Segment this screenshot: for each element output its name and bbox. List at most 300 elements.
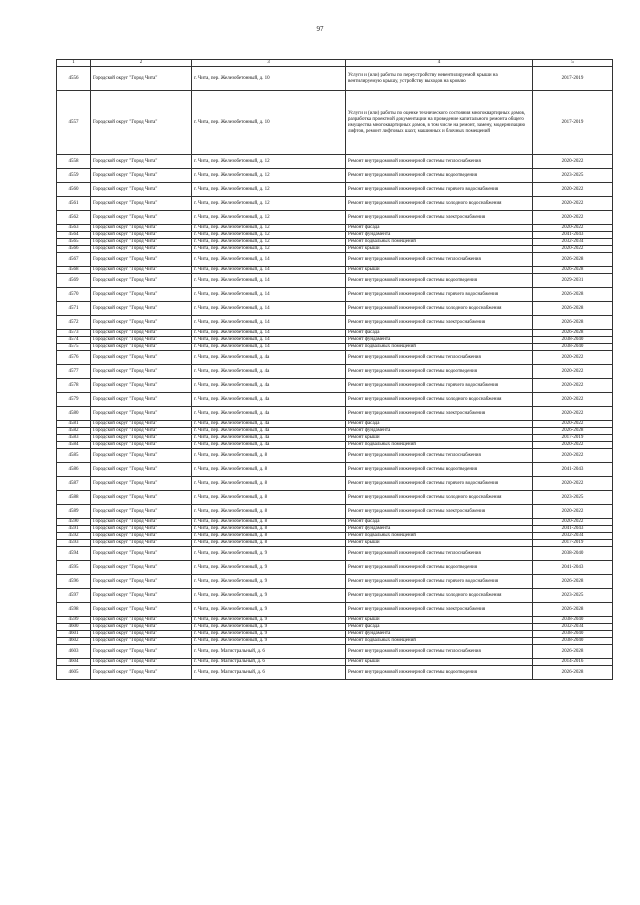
work-type-cell: Ремонт внутридомовой инженерной системы холодного водоснабжения <box>346 302 533 316</box>
period-cell: 2020-2022 <box>533 519 613 526</box>
table-row <box>57 169 613 183</box>
row-number: 4604 <box>57 659 91 666</box>
address-cell: г. Чита, пер. Железобетонный, д. 14 <box>192 302 346 316</box>
period-cell: 2020-2022 <box>533 442 613 449</box>
address-cell: г. Чита, пер. Железобетонный, д. 4а <box>192 421 346 428</box>
table-row <box>57 225 613 232</box>
district-cell: Городской округ "Город Чита" <box>91 379 192 393</box>
work-type-cell: Ремонт внутридомовой инженерной системы холодного водоснабжения <box>346 589 533 603</box>
row-number: 4569 <box>57 274 91 288</box>
district-cell: Городской округ "Город Чита" <box>91 645 192 659</box>
address-cell: г. Чита, пер. Железобетонный, д. 12 <box>192 239 346 246</box>
district-cell: Городской округ "Город Чита" <box>91 407 192 421</box>
district-cell: Городской округ "Город Чита" <box>91 428 192 435</box>
district-cell: Городской округ "Город Чита" <box>91 617 192 624</box>
work-type-cell: Ремонт внутридомовой инженерной системы холодного водоснабжения <box>346 393 533 407</box>
row-number: 4568 <box>57 267 91 274</box>
work-type-cell: Ремонт фундамента <box>346 526 533 533</box>
row-number: 4571 <box>57 302 91 316</box>
district-cell: Городской округ "Город Чита" <box>91 197 192 211</box>
period-cell: 2038-2040 <box>533 547 613 561</box>
work-type-cell: Ремонт фундамента <box>346 631 533 638</box>
table-row <box>57 302 613 316</box>
row-number: 4563 <box>57 225 91 232</box>
row-number: 4586 <box>57 463 91 477</box>
period-cell: 2038-2040 <box>533 337 613 344</box>
table-body <box>57 60 613 680</box>
address-cell: г. Чита, пер. Железобетонный, д. 4а <box>192 435 346 442</box>
work-type-cell: Ремонт внутридомовой инженерной системы электроснабжения <box>346 603 533 617</box>
address-cell: г. Чита, пер. Железобетонный, д. 14 <box>192 337 346 344</box>
address-cell: г. Чита, пер. Железобетонный, д. 8 <box>192 533 346 540</box>
period-cell: 2026-2028 <box>533 428 613 435</box>
table-header-row <box>57 60 613 67</box>
address-cell: г. Чита, пер. Железобетонный, д. 12 <box>192 169 346 183</box>
period-cell: 2026-2028 <box>533 603 613 617</box>
work-type-cell: Ремонт подвальных помещений <box>346 442 533 449</box>
work-type-cell: Ремонт фасада <box>346 624 533 631</box>
row-number: 4577 <box>57 365 91 379</box>
district-cell: Городской округ "Город Чита" <box>91 351 192 365</box>
row-number: 4580 <box>57 407 91 421</box>
row-number: 4561 <box>57 197 91 211</box>
table-row <box>57 561 613 575</box>
table-row <box>57 617 613 624</box>
period-cell: 2017-2019 <box>533 540 613 547</box>
table-row <box>57 603 613 617</box>
table-row <box>57 239 613 246</box>
row-number: 4603 <box>57 645 91 659</box>
period-cell: 2020-2022 <box>533 505 613 519</box>
row-number: 4556 <box>57 67 91 91</box>
district-cell: Городской округ "Город Чита" <box>91 547 192 561</box>
work-type-cell: Ремонт внутридомовой инженерной системы электроснабжения <box>346 407 533 421</box>
district-cell: Городской округ "Город Чита" <box>91 631 192 638</box>
district-cell: Городской округ "Город Чита" <box>91 183 192 197</box>
address-cell: г. Чита, пер. Железобетонный, д. 12 <box>192 183 346 197</box>
row-number: 4579 <box>57 393 91 407</box>
work-type-cell: Ремонт внутридомовой инженерной системы электроснабжения <box>346 316 533 330</box>
period-cell: 2020-2022 <box>533 183 613 197</box>
period-cell: 2020-2022 <box>533 407 613 421</box>
address-cell: г. Чита, пер. Железобетонный, д. 4а <box>192 351 346 365</box>
district-cell: Городской округ "Город Чита" <box>91 330 192 337</box>
period-cell: 2020-2022 <box>533 197 613 211</box>
work-type-cell: Ремонт фундамента <box>346 337 533 344</box>
work-type-cell: Ремонт фундамента <box>346 232 533 239</box>
address-cell: г. Чита, пер. Железобетонный, д. 9 <box>192 603 346 617</box>
work-type-cell: Ремонт внутридомовой инженерной системы горячего водоснабжения <box>346 183 533 197</box>
address-cell: г. Чита, пер. Железобетонный, д. 14 <box>192 267 346 274</box>
row-number: 4582 <box>57 428 91 435</box>
district-cell: Городской округ "Город Чита" <box>91 533 192 540</box>
work-type-cell: Ремонт внутридомовой инженерной системы водоотведения <box>346 169 533 183</box>
table-row <box>57 435 613 442</box>
period-cell: 2020-2022 <box>533 155 613 169</box>
work-type-cell: Ремонт внутридомовой инженерной системы водоотведения <box>346 365 533 379</box>
table-row <box>57 421 613 428</box>
period-cell: 2020-2022 <box>533 449 613 463</box>
period-cell: 2038-2040 <box>533 631 613 638</box>
table-row <box>57 449 613 463</box>
table-row <box>57 274 613 288</box>
district-cell: Городской округ "Город Чита" <box>91 638 192 645</box>
table-row <box>57 351 613 365</box>
work-type-cell: Услуги и (или) работы по оценке технического состояния многоквартирных домов, разработка проектной документации на проведение капитального ремонта общего имущества многоквартирных домов, в том числе на ремонт, замену, модернизацию лифтов, ремонт лифтовых шахт, машинных и блочных помещений <box>346 91 533 155</box>
header-col-4: 4 <box>346 60 533 67</box>
address-cell: г. Чита, пер. Железобетонный, д. 12 <box>192 246 346 253</box>
work-type-cell: Ремонт крыши <box>346 540 533 547</box>
district-cell: Городской округ "Город Чита" <box>91 344 192 351</box>
address-cell: г. Чита, пер. Железобетонный, д. 9 <box>192 547 346 561</box>
address-cell: г. Чита, пер. Железобетонный, д. 8 <box>192 477 346 491</box>
period-cell: 2020-2022 <box>533 477 613 491</box>
row-number: 4558 <box>57 155 91 169</box>
table-row <box>57 659 613 666</box>
district-cell: Городской округ "Город Чита" <box>91 211 192 225</box>
row-number: 4575 <box>57 344 91 351</box>
address-cell: г. Чита, пер. Железобетонный, д. 14 <box>192 288 346 302</box>
table-row <box>57 491 613 505</box>
district-cell: Городской округ "Город Чита" <box>91 253 192 267</box>
district-cell: Городской округ "Город Чита" <box>91 624 192 631</box>
table-row <box>57 197 613 211</box>
table-row <box>57 365 613 379</box>
address-cell: г. Чита, пер. Железобетонный, д. 10 <box>192 91 346 155</box>
row-number: 4601 <box>57 631 91 638</box>
table-row <box>57 344 613 351</box>
district-cell: Городской округ "Город Чита" <box>91 477 192 491</box>
work-type-cell: Ремонт внутридомовой инженерной системы теплоснабжения <box>346 449 533 463</box>
period-cell: 2026-2028 <box>533 302 613 316</box>
work-type-cell: Ремонт крыши <box>346 617 533 624</box>
work-type-cell: Ремонт подвальных помещений <box>346 533 533 540</box>
work-type-cell: Ремонт внутридомовой инженерной системы теплоснабжения <box>346 253 533 267</box>
work-type-cell: Ремонт фасада <box>346 519 533 526</box>
period-cell: 2026-2028 <box>533 267 613 274</box>
row-number: 4557 <box>57 91 91 155</box>
period-cell: 2020-2022 <box>533 246 613 253</box>
work-type-cell: Ремонт подвальных помещений <box>346 344 533 351</box>
table-row <box>57 211 613 225</box>
work-type-cell: Ремонт крыши <box>346 267 533 274</box>
table-row <box>57 442 613 449</box>
row-number: 4559 <box>57 169 91 183</box>
district-cell: Городской округ "Город Чита" <box>91 169 192 183</box>
period-cell: 2017-2019 <box>533 91 613 155</box>
district-cell: Городской округ "Город Чита" <box>91 246 192 253</box>
row-number: 4578 <box>57 379 91 393</box>
address-cell: г. Чита, пер. Магистральный, д. 6 <box>192 666 346 680</box>
row-number: 4587 <box>57 477 91 491</box>
table-row <box>57 589 613 603</box>
period-cell: 2029-2031 <box>533 274 613 288</box>
period-cell: 2020-2022 <box>533 379 613 393</box>
table-row <box>57 330 613 337</box>
row-number: 4573 <box>57 330 91 337</box>
address-cell: г. Чита, пер. Железобетонный, д. 8 <box>192 505 346 519</box>
row-number: 4605 <box>57 666 91 680</box>
table-row <box>57 393 613 407</box>
period-cell: 2017-2019 <box>533 67 613 91</box>
district-cell: Городской округ "Город Чита" <box>91 505 192 519</box>
work-type-cell: Ремонт фундамента <box>346 428 533 435</box>
district-cell: Городской округ "Город Чита" <box>91 225 192 232</box>
period-cell: 2023-2025 <box>533 169 613 183</box>
row-number: 4566 <box>57 246 91 253</box>
table-row <box>57 316 613 330</box>
work-type-cell: Ремонт фасада <box>346 330 533 337</box>
address-cell: г. Чита, пер. Железобетонный, д. 12 <box>192 211 346 225</box>
address-cell: г. Чита, пер. Железобетонный, д. 8 <box>192 540 346 547</box>
header-col-2: 2 <box>91 60 192 67</box>
address-cell: г. Чита, пер. Железобетонный, д. 8 <box>192 526 346 533</box>
district-cell: Городской округ "Город Чита" <box>91 365 192 379</box>
address-cell: г. Чита, пер. Железобетонный, д. 8 <box>192 449 346 463</box>
address-cell: г. Чита, пер. Железобетонный, д. 4а <box>192 442 346 449</box>
district-cell: Городской округ "Город Чита" <box>91 155 192 169</box>
table-row <box>57 526 613 533</box>
row-number: 4597 <box>57 589 91 603</box>
period-cell: 2032-2034 <box>533 533 613 540</box>
period-cell: 2020-2022 <box>533 225 613 232</box>
row-number: 4590 <box>57 519 91 526</box>
district-cell: Городской округ "Город Чита" <box>91 239 192 246</box>
district-cell: Городской округ "Город Чита" <box>91 666 192 680</box>
district-cell: Городской округ "Город Чита" <box>91 463 192 477</box>
row-number: 4583 <box>57 435 91 442</box>
row-number: 4567 <box>57 253 91 267</box>
table-row <box>57 379 613 393</box>
district-cell: Городской округ "Город Чита" <box>91 659 192 666</box>
row-number: 4564 <box>57 232 91 239</box>
table-row <box>57 183 613 197</box>
period-cell: 2041-2043 <box>533 463 613 477</box>
district-cell: Городской округ "Город Чита" <box>91 302 192 316</box>
work-type-cell: Ремонт внутридомовой инженерной системы горячего водоснабжения <box>346 288 533 302</box>
address-cell: г. Чита, пер. Железобетонный, д. 4а <box>192 393 346 407</box>
capital-repair-table <box>56 59 613 680</box>
table-row <box>57 533 613 540</box>
row-number: 4595 <box>57 561 91 575</box>
period-cell: 2023-2025 <box>533 491 613 505</box>
row-number: 4574 <box>57 337 91 344</box>
table-row <box>57 631 613 638</box>
work-type-cell: Ремонт внутридомовой инженерной системы водоотведения <box>346 463 533 477</box>
work-type-cell: Ремонт внутридомовой инженерной системы теплоснабжения <box>346 155 533 169</box>
district-cell: Городской округ "Город Чита" <box>91 540 192 547</box>
work-type-cell: Ремонт подвальных помещений <box>346 239 533 246</box>
district-cell: Городской округ "Город Чита" <box>91 91 192 155</box>
work-type-cell: Ремонт внутридомовой инженерной системы водоотведения <box>346 561 533 575</box>
row-number: 4572 <box>57 316 91 330</box>
address-cell: г. Чита, пер. Железобетонный, д. 12 <box>192 225 346 232</box>
address-cell: г. Чита, пер. Железобетонный, д. 9 <box>192 589 346 603</box>
period-cell: 2020-2022 <box>533 351 613 365</box>
district-cell: Городской округ "Город Чита" <box>91 232 192 239</box>
table-row <box>57 505 613 519</box>
period-cell: 2041-2043 <box>533 526 613 533</box>
address-cell: г. Чита, пер. Железобетонный, д. 9 <box>192 575 346 589</box>
work-type-cell: Ремонт крыши <box>346 435 533 442</box>
table-row <box>57 232 613 239</box>
period-cell: 2026-2028 <box>533 666 613 680</box>
period-cell: 2026-2028 <box>533 316 613 330</box>
address-cell: г. Чита, пер. Железобетонный, д. 12 <box>192 155 346 169</box>
work-type-cell: Ремонт фасада <box>346 225 533 232</box>
period-cell: 2038-2040 <box>533 617 613 624</box>
period-cell: 2041-2043 <box>533 561 613 575</box>
address-cell: г. Чита, пер. Железобетонный, д. 8 <box>192 519 346 526</box>
period-cell: 2026-2028 <box>533 645 613 659</box>
period-cell: 2038-2040 <box>533 638 613 645</box>
table-row <box>57 67 613 91</box>
page-number: 97 <box>316 25 324 33</box>
table-row <box>57 463 613 477</box>
row-number: 4592 <box>57 533 91 540</box>
address-cell: г. Чита, пер. Железобетонный, д. 12 <box>192 197 346 211</box>
address-cell: г. Чита, пер. Железобетонный, д. 14 <box>192 330 346 337</box>
period-cell: 2020-2022 <box>533 421 613 428</box>
address-cell: г. Чита, пер. Железобетонный, д. 14 <box>192 344 346 351</box>
period-cell: 2017-2019 <box>533 435 613 442</box>
address-cell: г. Чита, пер. Железобетонный, д. 14 <box>192 274 346 288</box>
row-number: 4584 <box>57 442 91 449</box>
period-cell: 2026-2028 <box>533 253 613 267</box>
district-cell: Городской округ "Город Чита" <box>91 561 192 575</box>
address-cell: г. Чита, пер. Железобетонный, д. 9 <box>192 561 346 575</box>
period-cell: 2032-2034 <box>533 624 613 631</box>
address-cell: г. Чита, пер. Железобетонный, д. 8 <box>192 463 346 477</box>
row-number: 4596 <box>57 575 91 589</box>
district-cell: Городской округ "Город Чита" <box>91 575 192 589</box>
table-row <box>57 253 613 267</box>
address-cell: г. Чита, пер. Железобетонный, д. 4а <box>192 407 346 421</box>
table-row <box>57 547 613 561</box>
row-number: 4576 <box>57 351 91 365</box>
row-number: 4593 <box>57 540 91 547</box>
work-type-cell: Ремонт крыши <box>346 246 533 253</box>
table-row <box>57 407 613 421</box>
district-cell: Городской округ "Город Чита" <box>91 274 192 288</box>
row-number: 4581 <box>57 421 91 428</box>
table-row <box>57 91 613 155</box>
table-row <box>57 267 613 274</box>
district-cell: Городской округ "Город Чита" <box>91 421 192 428</box>
work-type-cell: Ремонт фасада <box>346 421 533 428</box>
work-type-cell: Услуги и (или) работы по переустройству невентилируемой крыши на вентилируемую крышу, устройству выходов на кровлю <box>346 67 533 91</box>
address-cell: г. Чита, пер. Железобетонный, д. 9 <box>192 631 346 638</box>
address-cell: г. Чита, пер. Железобетонный, д. 4а <box>192 365 346 379</box>
table-row <box>57 540 613 547</box>
work-type-cell: Ремонт внутридомовой инженерной системы холодного водоснабжения <box>346 491 533 505</box>
table-row <box>57 519 613 526</box>
district-cell: Городской округ "Город Чита" <box>91 491 192 505</box>
address-cell: г. Чита, пер. Железобетонный, д. 9 <box>192 617 346 624</box>
period-cell: 2026-2028 <box>533 288 613 302</box>
address-cell: г. Чита, пер. Железобетонный, д. 4а <box>192 379 346 393</box>
district-cell: Городской округ "Город Чита" <box>91 519 192 526</box>
table-row <box>57 337 613 344</box>
header-col-3: 3 <box>192 60 346 67</box>
row-number: 4585 <box>57 449 91 463</box>
work-type-cell: Ремонт внутридомовой инженерной системы электроснабжения <box>346 211 533 225</box>
table-row <box>57 477 613 491</box>
district-cell: Городской округ "Город Чита" <box>91 393 192 407</box>
work-type-cell: Ремонт внутридомовой инженерной системы горячего водоснабжения <box>346 575 533 589</box>
period-cell: 2020-2022 <box>533 365 613 379</box>
work-type-cell: Ремонт внутридомовой инженерной системы водоотведения <box>346 666 533 680</box>
address-cell: г. Чита, пер. Железобетонный, д. 14 <box>192 316 346 330</box>
period-cell: 2026-2028 <box>533 330 613 337</box>
row-number: 4602 <box>57 638 91 645</box>
address-cell: г. Чита, пер. Железобетонный, д. 9 <box>192 624 346 631</box>
district-cell: Городской округ "Город Чита" <box>91 589 192 603</box>
period-cell: 2038-2040 <box>533 344 613 351</box>
work-type-cell: Ремонт внутридомовой инженерной системы горячего водоснабжения <box>346 477 533 491</box>
row-number: 4591 <box>57 526 91 533</box>
address-cell: г. Чита, пер. Железобетонный, д. 14 <box>192 253 346 267</box>
district-cell: Городской округ "Город Чита" <box>91 442 192 449</box>
district-cell: Городской округ "Город Чита" <box>91 526 192 533</box>
address-cell: г. Чита, пер. Железобетонный, д. 8 <box>192 491 346 505</box>
work-type-cell: Ремонт внутридомовой инженерной системы теплоснабжения <box>346 351 533 365</box>
period-cell: 2014-2016 <box>533 659 613 666</box>
table-row <box>57 645 613 659</box>
period-cell: 2020-2022 <box>533 211 613 225</box>
address-cell: г. Чита, пер. Магистральный, д. 6 <box>192 659 346 666</box>
address-cell: г. Чита, пер. Железобетонный, д. 9 <box>192 638 346 645</box>
work-type-cell: Ремонт внутридомовой инженерной системы водоотведения <box>346 274 533 288</box>
work-type-cell: Ремонт внутридомовой инженерной системы теплоснабжения <box>346 645 533 659</box>
period-cell: 2023-2025 <box>533 589 613 603</box>
row-number: 4594 <box>57 547 91 561</box>
work-type-cell: Ремонт внутридомовой инженерной системы горячего водоснабжения <box>346 379 533 393</box>
address-cell: г. Чита, пер. Железобетонный, д. 10 <box>192 67 346 91</box>
row-number: 4600 <box>57 624 91 631</box>
district-cell: Городской округ "Город Чита" <box>91 267 192 274</box>
address-cell: г. Чита, пер. Магистральный, д. 6 <box>192 645 346 659</box>
table-row <box>57 575 613 589</box>
district-cell: Городской округ "Город Чита" <box>91 449 192 463</box>
table-row <box>57 288 613 302</box>
table-row <box>57 428 613 435</box>
address-cell: г. Чита, пер. Железобетонный, д. 4а <box>192 428 346 435</box>
table-row <box>57 638 613 645</box>
table-row <box>57 246 613 253</box>
work-type-cell: Ремонт внутридомовой инженерной системы холодного водоснабжения <box>346 197 533 211</box>
row-number: 4565 <box>57 239 91 246</box>
header-col-1: 1 <box>57 60 91 67</box>
district-cell: Городской округ "Город Чита" <box>91 288 192 302</box>
district-cell: Городской округ "Город Чита" <box>91 435 192 442</box>
row-number: 4598 <box>57 603 91 617</box>
period-cell: 2041-2043 <box>533 232 613 239</box>
row-number: 4599 <box>57 617 91 624</box>
table-row <box>57 666 613 680</box>
period-cell: 2020-2022 <box>533 393 613 407</box>
work-type-cell: Ремонт крыши <box>346 659 533 666</box>
row-number: 4562 <box>57 211 91 225</box>
district-cell: Городской округ "Город Чита" <box>91 67 192 91</box>
period-cell: 2026-2028 <box>533 575 613 589</box>
district-cell: Городской округ "Город Чита" <box>91 337 192 344</box>
work-type-cell: Ремонт внутридомовой инженерной системы электроснабжения <box>346 505 533 519</box>
district-cell: Городской округ "Город Чита" <box>91 316 192 330</box>
table-row <box>57 155 613 169</box>
work-type-cell: Ремонт подвальных помещений <box>346 638 533 645</box>
row-number: 4589 <box>57 505 91 519</box>
